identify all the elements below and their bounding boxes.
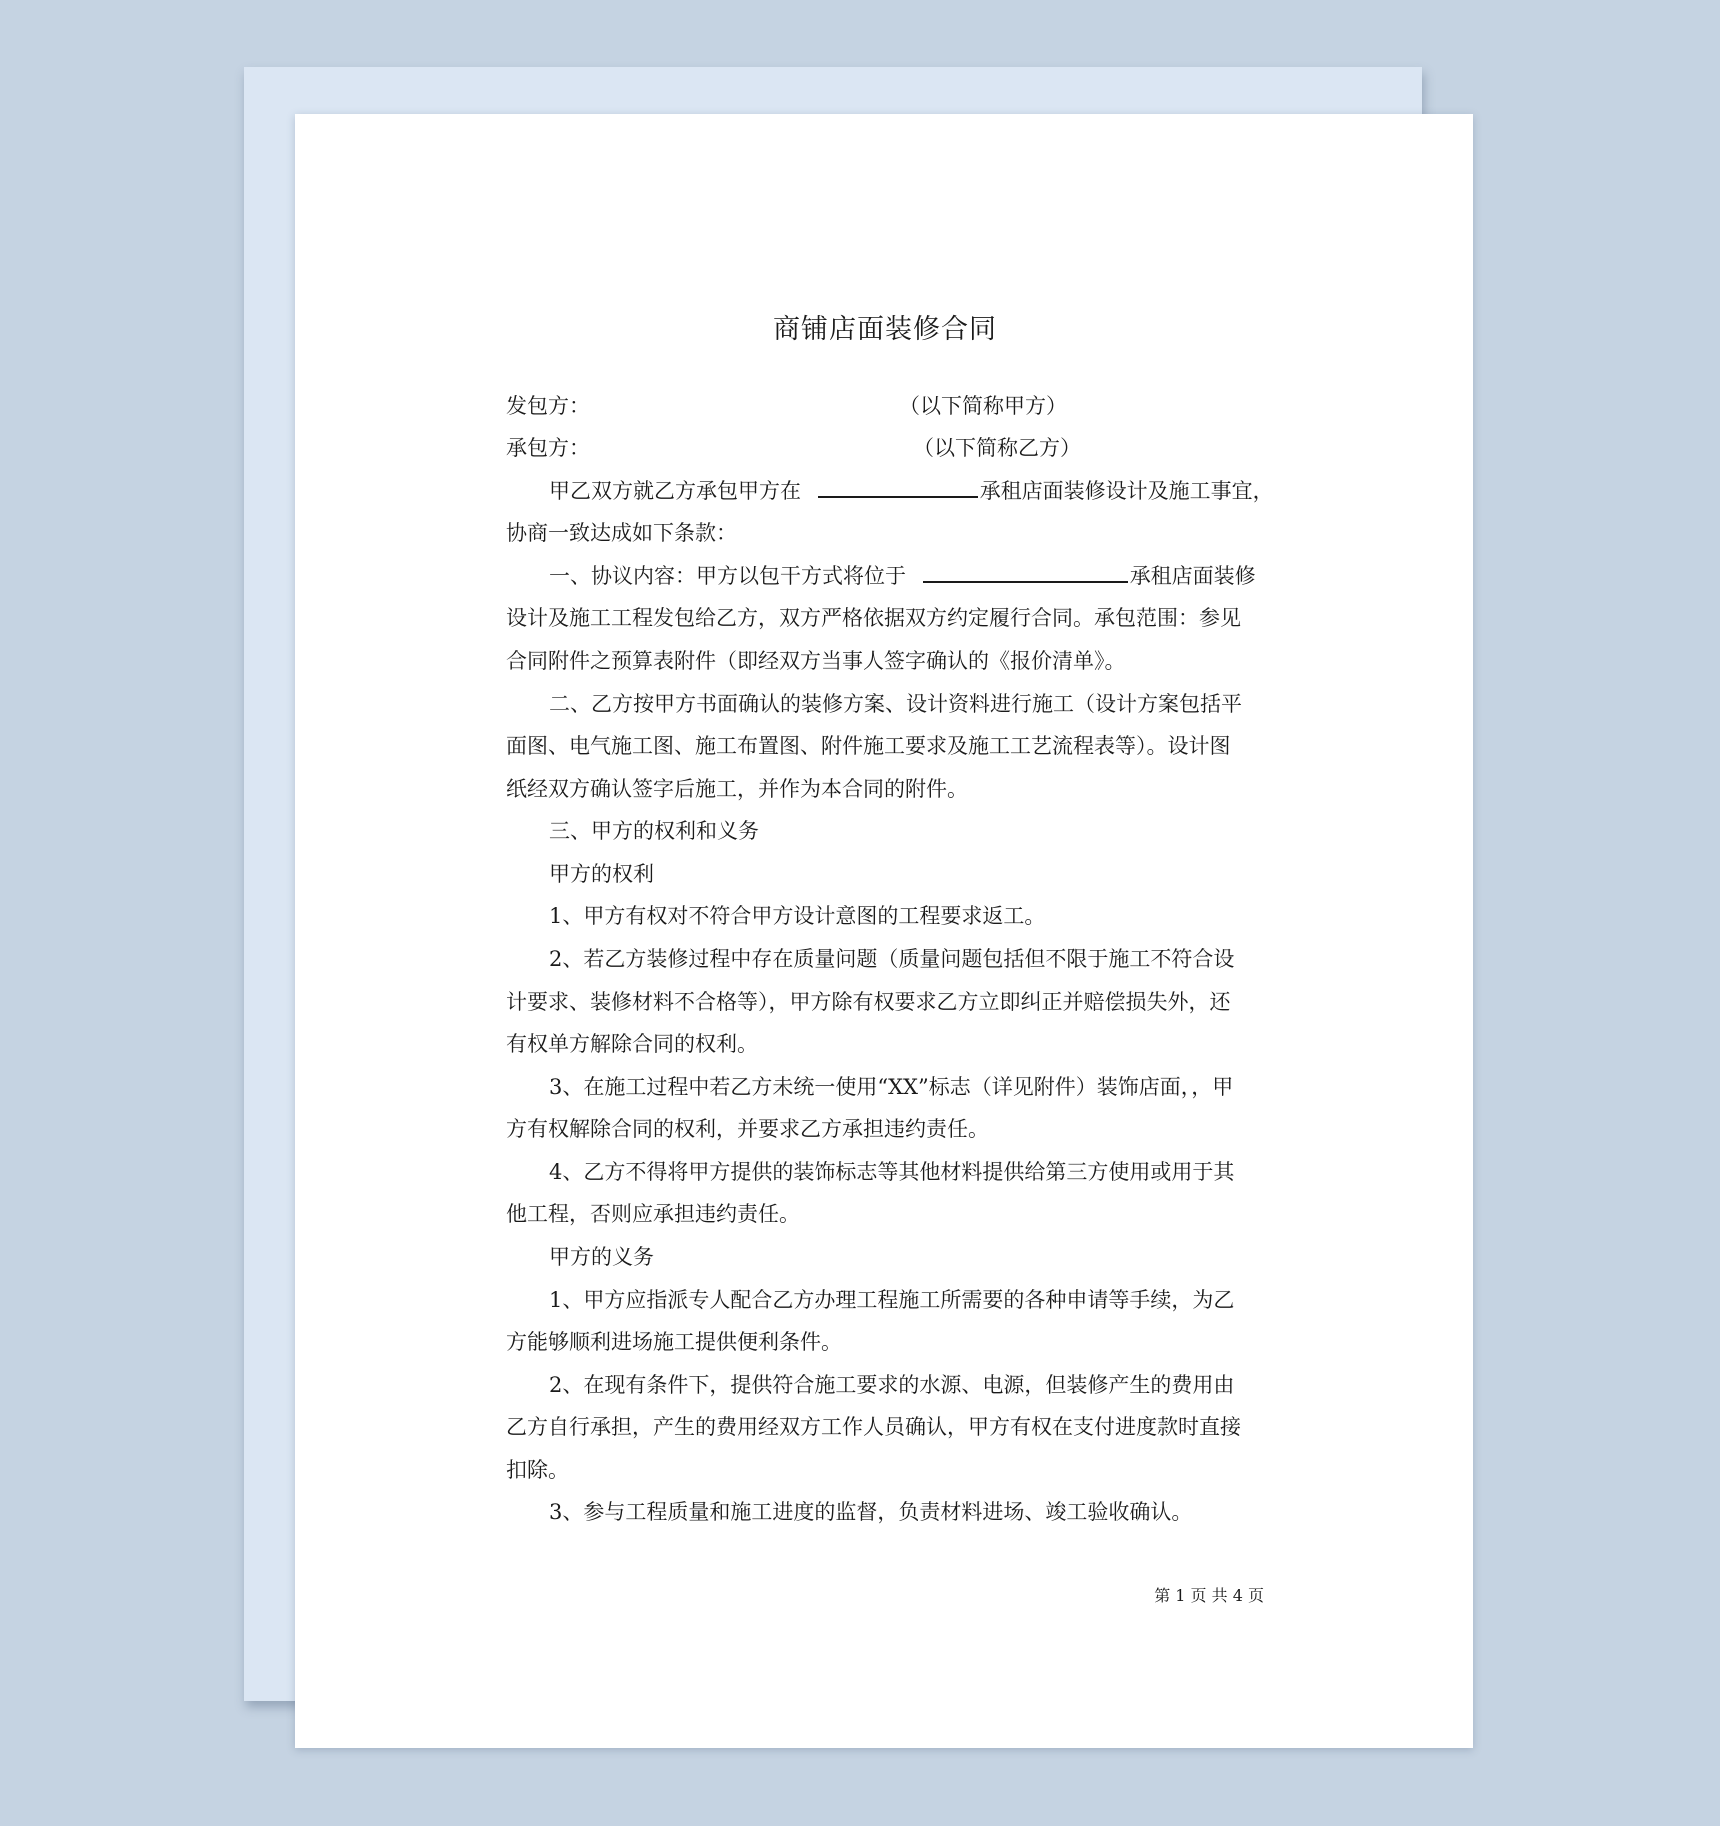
intro-paragraph-line: [506, 476, 1274, 506]
duty-1-line: 方能够顺利进场施工提供便利条件。: [506, 1330, 842, 1354]
intro-text-cont: 承租店面装修设计及施工事宜，: [979, 479, 1274, 503]
intro-text: 甲乙双方就乙方承包甲方在: [549, 479, 801, 503]
location-blank: [818, 476, 978, 498]
party-a-alias: （以下简称甲方）: [899, 394, 1067, 418]
clause-1-line: 设计及施工工程发包给乙方，双方严格依据双方约定履行合同。承包范围：参见: [506, 606, 1241, 630]
party-b-line: [506, 433, 1264, 463]
clause-3-heading: 三、甲方的权利和义务: [549, 819, 759, 843]
right-3-line: 3、在施工过程中若乙方未统一使用“XX”标志（详见附件）装饰店面，，甲: [549, 1075, 1234, 1099]
party-a-line: [506, 391, 1264, 421]
document-page: [295, 114, 1473, 1748]
clause-1-text-cont: 承租店面装修: [1129, 564, 1256, 588]
page-number-footer: 第 1 页 共 4 页: [1154, 1586, 1264, 1605]
document-title: 商铺店面装修合同: [773, 314, 997, 345]
address-blank: [923, 561, 1128, 583]
clause-1-text: 一、协议内容：甲方以包干方式将位于: [549, 564, 906, 588]
clause-1-line: 合同附件之预算表附件（即经双方当事人签字确认的《报价清单》。: [506, 649, 1126, 673]
party-b-label: 承包方：: [506, 436, 590, 460]
duty-2-line: 扣除。: [506, 1458, 569, 1482]
right-2-line: 2、若乙方装修过程中存在质量问题（质量问题包括但不限于施工不符合设: [549, 947, 1235, 971]
clause-2-line: 面图、电气施工图、施工布置图、附件施工要求及施工工艺流程表等）。设计图: [506, 734, 1231, 758]
clause-2-line: 二、乙方按甲方书面确认的装修方案、设计资料进行施工（设计方案包括平: [549, 692, 1242, 716]
right-4-line: 4、乙方不得将甲方提供的装饰标志等其他材料提供给第三方使用或用于其: [549, 1160, 1235, 1184]
duty-3-line: 3、参与工程质量和施工进度的监督，负责材料进场、竣工验收确认。: [549, 1500, 1193, 1524]
clause-2-line: 纸经双方确认签字后施工，并作为本合同的附件。: [506, 777, 968, 801]
duty-2-line: 乙方自行承担，产生的费用经双方工作人员确认，甲方有权在支付进度款时直接: [506, 1415, 1241, 1439]
party-a-label: 发包方：: [506, 394, 590, 418]
right-1-line: 1、甲方有权对不符合甲方设计意图的工程要求返工。: [549, 904, 1046, 928]
intro-paragraph-line: 协商一致达成如下条款：: [506, 521, 737, 545]
right-2-line: 计要求、装修材料不合格等），甲方除有权要求乙方立即纠正并赔偿损失外，还: [506, 990, 1231, 1014]
party-b-alias: （以下简称乙方）: [913, 436, 1081, 460]
right-2-line: 有权单方解除合同的权利。: [506, 1032, 758, 1056]
duty-1-line: 1、甲方应指派专人配合乙方办理工程施工所需要的各种申请等手续，为乙: [549, 1288, 1235, 1312]
right-4-line: 他工程，否则应承担违约责任。: [506, 1202, 800, 1226]
right-3-line: 方有权解除合同的权利，并要求乙方承担违约责任。: [506, 1117, 989, 1141]
rights-heading: 甲方的权利: [549, 862, 654, 886]
clause-1-line: [506, 561, 1264, 591]
duties-heading: 甲方的义务: [549, 1245, 654, 1269]
duty-2-line: 2、在现有条件下，提供符合施工要求的水源、电源，但装修产生的费用由: [549, 1373, 1235, 1397]
